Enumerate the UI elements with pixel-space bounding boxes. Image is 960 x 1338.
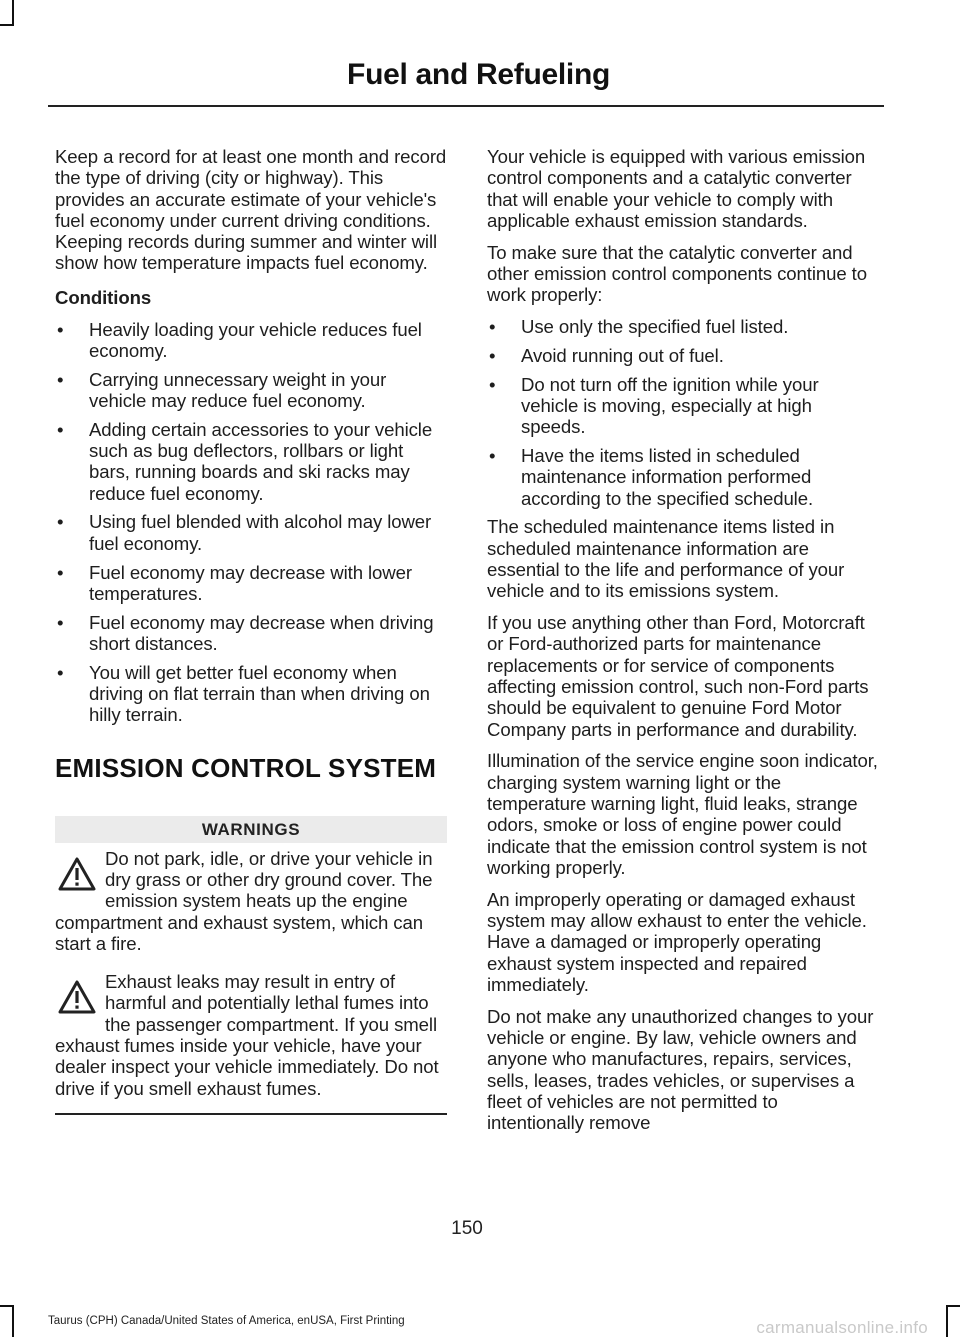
warnings-end-rule — [55, 1113, 447, 1115]
list-item: • Fuel economy may decrease with lower temperatures. — [57, 561, 412, 604]
warning-triangle-icon — [57, 979, 97, 1015]
paragraph: If you use anything other than Ford, Motorcraft or Ford-authorized parts for maintenance replacements or for service of components affecting emission control, such non-Ford parts should be equivalent to genuine Ford Motor Company parts in performance and durability. — [487, 612, 869, 740]
crop-mark — [0, 24, 14, 26]
crop-mark — [0, 1305, 14, 1307]
bullet-icon: • — [57, 318, 64, 340]
warning-item — [55, 848, 447, 954]
paragraph: An improperly operating or damaged exhaust system may allow exhaust to enter the vehicle. Have a damaged or improperly operating exhaust system inspected and repaired immediately. — [487, 888, 867, 995]
bullet-icon: • — [57, 661, 64, 683]
warning-item — [55, 971, 447, 1115]
page-title: Fuel and Refueling — [347, 58, 610, 91]
list-item: • Do not turn off the ignition while your vehicle is moving, especially at high speeds. — [489, 373, 819, 438]
bullet-icon: • — [57, 368, 64, 390]
warnings-heading: WARNINGS — [55, 816, 447, 843]
right-column — [487, 146, 879, 1144]
warning-text: Exhaust leaks may result in entry of harmful and potentially lethal fumes into the passenger compartment. If you smell exhaust fumes inside your vehicle, have your dealer inspect your vehicle immediately. Do not drive if you smell exhaust fumes. — [55, 971, 439, 1099]
watermark: carmanualsonline.info — [756, 1318, 928, 1337]
header-rule — [48, 105, 884, 107]
crop-mark — [12, 0, 14, 26]
list-item: • Adding certain accessories to your vehicle such as bug deflectors, rollbars or light bars, running boards and ski racks may reduce fuel economy. — [57, 418, 433, 504]
crop-mark — [946, 1305, 948, 1337]
warning-triangle-icon — [57, 856, 97, 892]
list-item: • Fuel economy may decrease when driving short distances. — [57, 611, 434, 654]
list-item: • Carrying unnecessary weight in your vehicle may reduce fuel economy. — [57, 368, 387, 411]
bullet-icon: • — [57, 611, 64, 633]
bullet-icon: • — [489, 445, 496, 467]
list-item: • Heavily loading your vehicle reduces fuel economy. — [57, 318, 422, 361]
bullet-icon: • — [489, 344, 496, 366]
page-number: 150 — [451, 1218, 483, 1239]
crop-mark — [12, 1305, 14, 1337]
footer-text: Taurus (CPH) Canada/United States of America, enUSA, First Printing — [48, 1315, 405, 1327]
paragraph: To make sure that the catalytic converter and other emission control components continue to work properly: — [487, 241, 867, 306]
intro-paragraph: Keep a record for at least one month and record the type of driving (city or highway). This provides an accurate estimate of your vehicle's fuel economy under current driving conditions. Keeping records during summer and winter will show how temperature impacts fuel economy. — [55, 146, 447, 274]
conditions-heading: Conditions — [55, 286, 152, 308]
section-heading: EMISSION CONTROL SYSTEM — [55, 752, 437, 783]
bullet-icon: • — [489, 373, 496, 395]
list-item: • Avoid running out of fuel. — [489, 344, 724, 366]
list-item: • You will get better fuel economy when driving on flat terrain than when driving on hilly terrain. — [57, 661, 430, 726]
paragraph: Do not make any unauthorized changes to your vehicle or engine. By law, vehicle owners and anyone who manufactures, repairs, services, sells, leases, trades vehicles, or supervises a fleet of vehicles are not permitted to intentionally remove — [487, 1005, 874, 1134]
bullet-icon: • — [489, 316, 496, 338]
bullet-icon: • — [57, 418, 64, 440]
list-item: • Using fuel blended with alcohol may lower fuel economy. — [57, 511, 432, 554]
paragraph: Illumination of the service engine soon indicator, charging system warning light or the temperature warning light, fluid leaks, strange odors, smoke or loss of engine power could indicate that the emission control system is not working properly. — [487, 750, 878, 878]
maintenance-list — [487, 316, 879, 509]
bullet-icon: • — [57, 561, 64, 583]
list-item: • Have the items listed in scheduled maintenance information performed according to the specified schedule. — [489, 445, 814, 509]
paragraph: Your vehicle is equipped with various emission control components and a catalytic converter that will enable your vehicle to comply with applicable exhaust emission standards. — [487, 146, 866, 231]
list-item: • Use only the specified fuel listed. — [489, 316, 789, 338]
crop-mark — [946, 1305, 960, 1307]
conditions-list — [55, 319, 447, 726]
left-column — [55, 146, 447, 1132]
paragraph: The scheduled maintenance items listed in scheduled maintenance information are essential to the life and performance of your vehicle and to its emissions system. — [487, 516, 845, 602]
warning-text: Do not park, idle, or drive your vehicle in dry grass or other dry ground cover. The emission system heats up the engine compartment and exhaust system, which can start a fire. — [55, 847, 433, 954]
bullet-icon: • — [57, 511, 64, 533]
